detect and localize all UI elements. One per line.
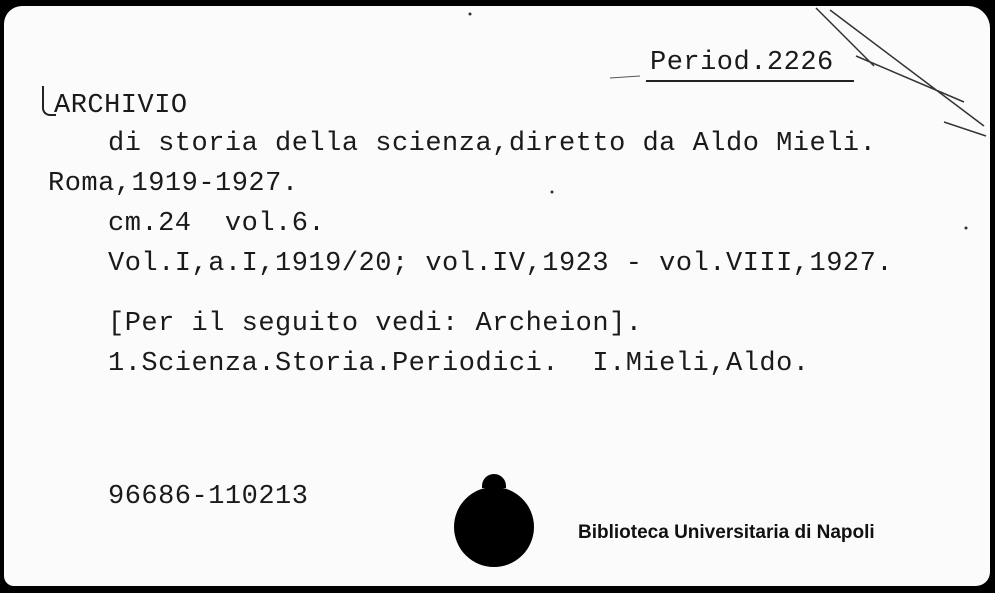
accession-number: 96686-110213 bbox=[108, 482, 309, 512]
subjects-line: 1.Scienza.Storia.Periodici. I.Mieli,Aldo. bbox=[108, 349, 810, 379]
title-line: di storia della scienza,diretto da Aldo Mieli. bbox=[108, 129, 877, 159]
physical-description-line: cm.24 vol.6. bbox=[108, 209, 326, 239]
card-heading: ARCHIVIO bbox=[54, 91, 188, 121]
see-also-note: [Per il seguito vedi: Archeion]. bbox=[108, 309, 643, 339]
call-number: Period.2226 bbox=[650, 48, 834, 78]
catalog-card bbox=[4, 6, 990, 586]
call-number-underline bbox=[646, 80, 854, 82]
holdings-line: Vol.I,a.I,1919/20; vol.IV,1923 - vol.VIII,1927. bbox=[108, 249, 894, 279]
library-stamp: Biblioteca Universitaria di Napoli bbox=[578, 522, 875, 543]
imprint-line: Roma,1919-1927. bbox=[48, 169, 299, 199]
punch-hole bbox=[454, 487, 534, 567]
